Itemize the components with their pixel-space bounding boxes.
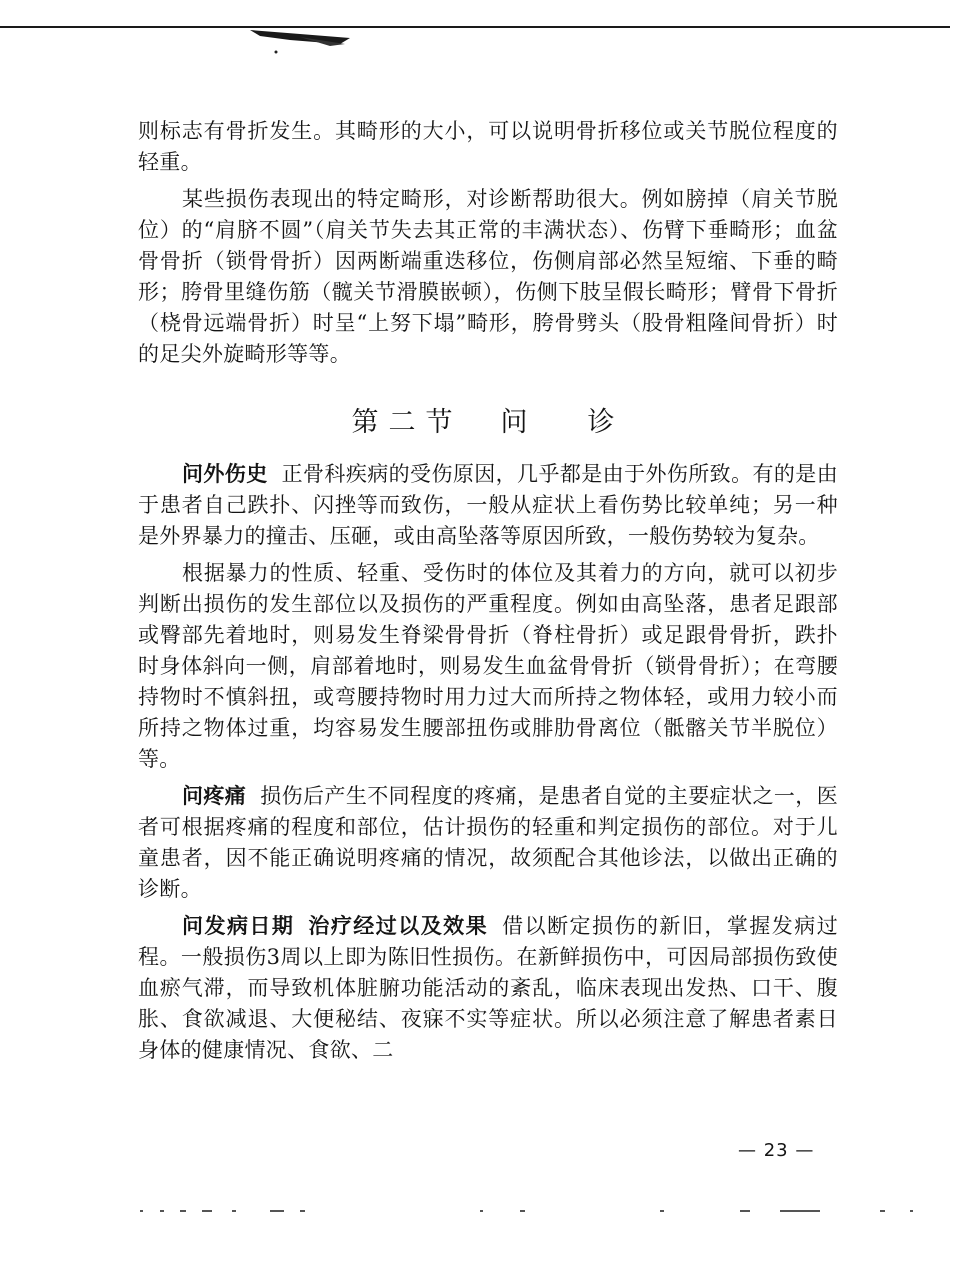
- keyword-pain: 问疼痛: [182, 784, 247, 808]
- paragraph-1: 则标志有骨折发生。其畸形的大小，可以说明骨折移位或关节脱位程度的轻重。: [138, 119, 838, 174]
- page-number: — 23 —: [738, 1140, 815, 1161]
- section-number: 第二节: [351, 407, 463, 438]
- scan-noise: [140, 1208, 920, 1214]
- ink-smudge: [0, 22, 360, 62]
- paragraph-pain: [138, 781, 838, 905]
- paragraph-injury-history: [138, 459, 838, 552]
- paragraph-onset: [138, 911, 838, 1066]
- section-title-char-1: 问: [500, 407, 538, 438]
- section-heading: [138, 400, 838, 439]
- paragraph-4: 根据暴力的性质、轻重、受伤时的体位及其着力的方向，就可以初步判断出损伤的发生部位以及损伤的严重程度。例如由高坠落，患者足跟部或臀部先着地时，则易发生脊梁骨骨折（脊柱骨折）或足跟骨骨折，跌扑时身体斜向一侧，肩部着地时，则易发生血盆骨骨折（锁骨骨折）；在弯腰持物时不慎斜扭，或弯腰持物时用力过大而所持之物体轻，或用力较小而所持之物体过重，均容易发生腰部扭伤或腓肋骨离位（骶髂关节半脱位）等。: [138, 561, 838, 771]
- page-body: [138, 116, 838, 1066]
- pain-text: 损伤后产生不同程度的疼痛，是患者自觉的主要症状之一，医者可根据疼痛的程度和部位，估计损伤的轻重和判定损伤的部位。对于儿童患者，因不能正确说明疼痛的情况，故须配合其他诊法，以做出正确的诊断。: [138, 784, 838, 901]
- keyword-treatment: 治疗经过以及效果: [308, 914, 489, 938]
- paragraph-2: 某些损伤表现出的特定畸形，对诊断帮助很大。例如膀掉（肩关节脱位）的“肩脐不圆”（肩关节失去其正常的丰满状态）、伤臂下垂畸形；血盆骨骨折（锁骨骨折）因两断端重迭移位，伤侧肩部必然呈短缩、下垂的畸形；胯骨里缝伤筋（髋关节滑膜嵌顿），伤侧下肢呈假长畸形；臂骨下骨折（桡骨远端骨折）时呈“上努下塌”畸形，胯骨劈头（股骨粗隆间骨折）时的足尖外旋畸形等等。: [138, 187, 838, 366]
- keyword-injury-history: 问外伤史: [182, 462, 268, 486]
- onset-text: 借以断定损伤的新旧，掌握发病过程。一般损伤3周以上即为陈旧性损伤。在新鲜损伤中，可因局部损伤致使血瘀气滞，而导致机体脏腑功能活动的紊乱，临床表现出发热、口干、腹胀、食欲减退、大便秘结、夜寐不实等症状。所以必须注意了解患者素日身体的健康情况、食欲、二: [138, 914, 839, 1062]
- keyword-onset-date: 问发病日期: [182, 914, 295, 938]
- injury-history-text: 正骨科疾病的受伤原因，几乎都是由于外伤所致。有的是由于患者自己跌扑、闪挫等而致伤，一般从症状上看伤势比较单纯；另一种是外界暴力的撞击、压砸，或由高坠落等原因所致，一般伤势较为复杂。: [138, 462, 838, 548]
- section-title-char-2: 诊: [587, 407, 625, 438]
